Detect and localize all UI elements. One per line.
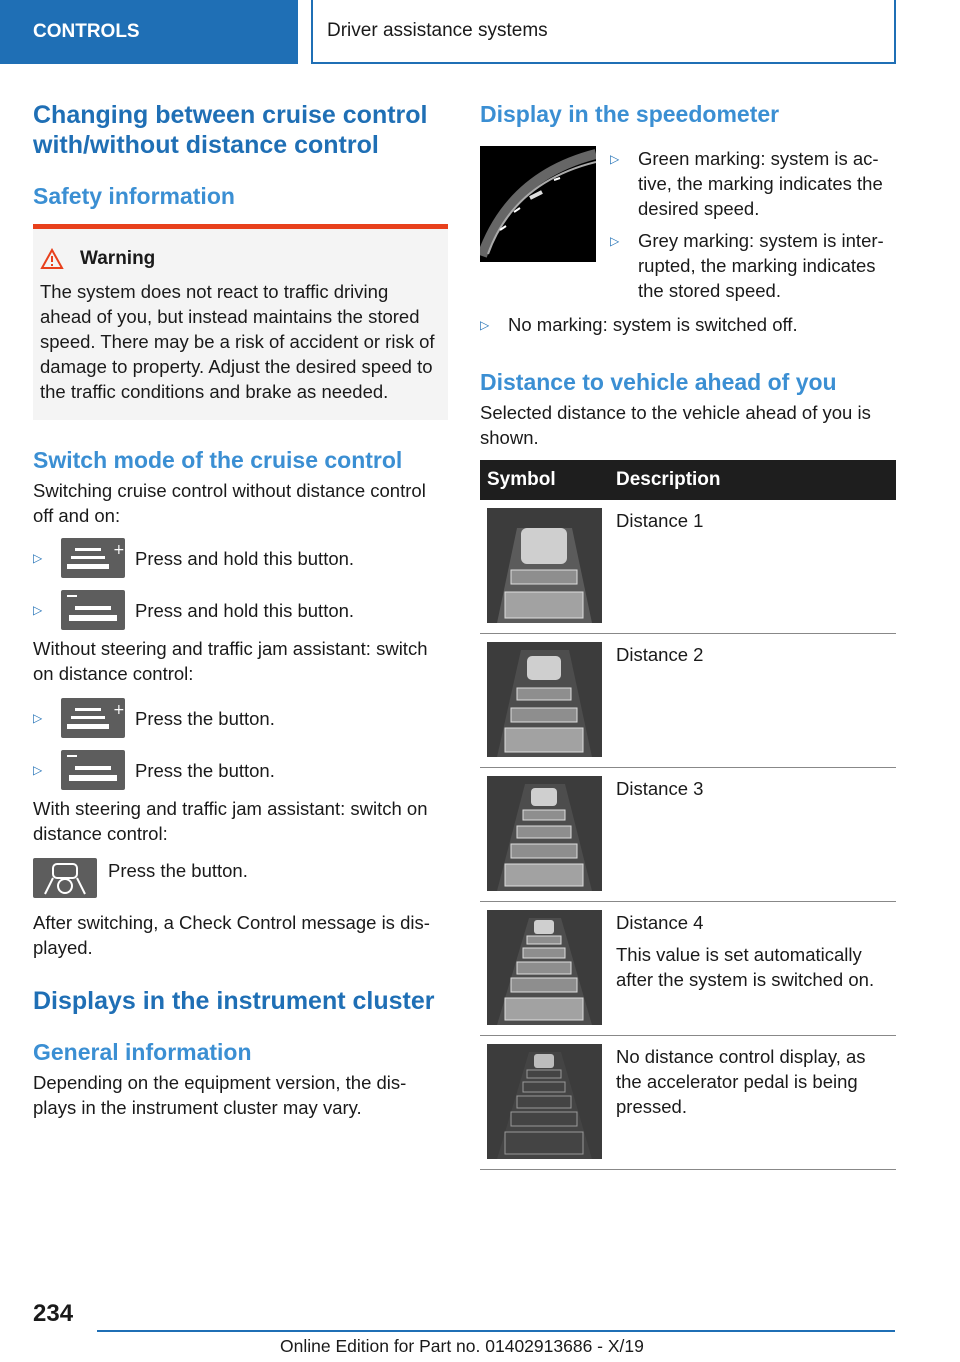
warning-box: [33, 224, 448, 420]
with-assistant-text: With steering and traffic jam assistant: switch on distance control:: [33, 798, 428, 844]
warning-label: Warning: [80, 248, 156, 269]
row-note: No distance control display, as the accelerator pedal is being pressed.: [616, 1046, 866, 1117]
column-header-symbol: Symbol: [480, 460, 609, 500]
distance-2-image: [487, 642, 602, 757]
left-column: [33, 100, 448, 1120]
svg-text:+: +: [113, 702, 125, 718]
table-row: [480, 634, 896, 768]
list-item-text: Press the button.: [135, 707, 275, 729]
row-title: Distance 2: [616, 644, 704, 665]
table-row: [480, 902, 896, 1036]
table-header-row: [480, 460, 896, 500]
list-item: [610, 228, 896, 303]
chapter-title: [311, 0, 896, 64]
list-item-text: Press and hold this button.: [135, 599, 355, 621]
distance-heading: Distance to vehicle ahead of you: [480, 369, 837, 395]
general-info-heading: General information: [33, 1039, 252, 1065]
list-item: [480, 312, 896, 338]
safety-heading: Safety information: [33, 183, 235, 209]
page-heading: Changing between cruise control with/without distance control: [33, 101, 428, 159]
edition-text: Online Edition for Part no. 01402913686 - X/19: [280, 1336, 644, 1356]
list-item: [33, 858, 448, 898]
no-distance-control-image: [487, 1044, 602, 1159]
description-cell: [609, 634, 896, 768]
warning-triangle-icon: [40, 247, 80, 271]
description-cell: [609, 902, 896, 1036]
distance-table: [480, 460, 896, 1170]
section-tab: [0, 0, 298, 64]
list-item-text: Grey marking: system is inter-rupted, the marking indicates the stored speed.: [638, 230, 884, 301]
symbol-cell: [480, 500, 609, 634]
distance-3-image: [487, 776, 602, 891]
list-item-text: Green marking: system is ac-tive, the marking indicates the desired speed.: [638, 148, 883, 219]
row-note: This value is set automatically after the system is switched on.: [616, 944, 875, 990]
steering-assistant-button-icon: [33, 858, 97, 898]
list-item: [610, 146, 896, 221]
row-title: Distance 1: [616, 510, 704, 531]
distance-minus-button-icon: [61, 750, 125, 790]
distance-intro: Selected distance to the vehicle ahead of you is shown.: [480, 402, 871, 448]
switch-mode-heading: Switch mode of the cruise control: [33, 447, 403, 473]
general-info-text: Depending on the equipment version, the dis-plays in the instrument cluster may vary.: [33, 1072, 407, 1118]
distance-1-image: [487, 508, 602, 623]
speedometer-list: [610, 146, 896, 310]
bullet-triangle-icon: ▷: [33, 710, 43, 725]
without-assistant-text: Without steering and traffic jam assistant: switch on distance control:: [33, 638, 428, 684]
description-cell: [609, 1036, 896, 1170]
distance-plus-button-icon: [61, 698, 125, 738]
distance-4-image: [487, 910, 602, 1025]
list-item: [33, 538, 448, 578]
distance-minus-button-icon: [61, 590, 125, 630]
bullet-triangle-icon: ▷: [33, 762, 43, 777]
description-cell: [609, 768, 896, 902]
right-column: [480, 100, 896, 1170]
bullet-triangle-icon: ▷: [610, 152, 620, 166]
row-title: Distance 3: [616, 778, 704, 799]
warning-text: The system does not react to traffic driving ahead of you, but instead maintains the stored speed. There may be a risk of accident or risk of damage to property. Adjust the desired speed to the traffic conditions and brake as needed.: [40, 281, 435, 402]
list-item-text: Press the button.: [108, 860, 248, 881]
list-item: [33, 698, 448, 738]
list-item-text: Press the button.: [135, 759, 275, 781]
bullet-triangle-icon: ▷: [33, 550, 43, 565]
symbol-cell: [480, 902, 609, 1036]
chapter-title-label: Driver assistance systems: [327, 20, 548, 41]
after-switching-text: After switching, a Check Control message is dis-played.: [33, 912, 430, 958]
switch-intro: Switching cruise control without distance control off and on:: [33, 480, 426, 526]
table-row: [480, 768, 896, 902]
list-item-text: Press and hold this button.: [135, 547, 355, 569]
footer-divider: [97, 1330, 895, 1332]
list-item: [33, 590, 448, 630]
table-row: [480, 500, 896, 634]
table-row: [480, 1036, 896, 1170]
row-title: Distance 4: [616, 912, 704, 933]
bullet-triangle-icon: ▷: [610, 234, 620, 248]
displays-heading: Displays in the instrument cluster: [33, 987, 435, 1015]
description-cell: [609, 500, 896, 634]
list-item: [33, 750, 448, 790]
column-header-description: Description: [609, 460, 896, 500]
warning-header: [40, 247, 441, 271]
page-number: 234: [33, 1300, 74, 1327]
symbol-cell: [480, 1036, 609, 1170]
speedometer-heading: Display in the speedometer: [480, 101, 780, 127]
speedometer-block: [480, 146, 896, 310]
speedometer-image: [480, 146, 596, 262]
symbol-cell: [480, 768, 609, 902]
section-tab-label: CONTROLS: [33, 21, 140, 42]
distance-plus-button-icon: [61, 538, 125, 578]
list-item-text: No marking: system is switched off.: [508, 314, 798, 335]
svg-text:+: +: [113, 542, 125, 558]
bullet-triangle-icon: ▷: [480, 318, 490, 332]
symbol-cell: [480, 634, 609, 768]
bullet-triangle-icon: ▷: [33, 602, 43, 617]
